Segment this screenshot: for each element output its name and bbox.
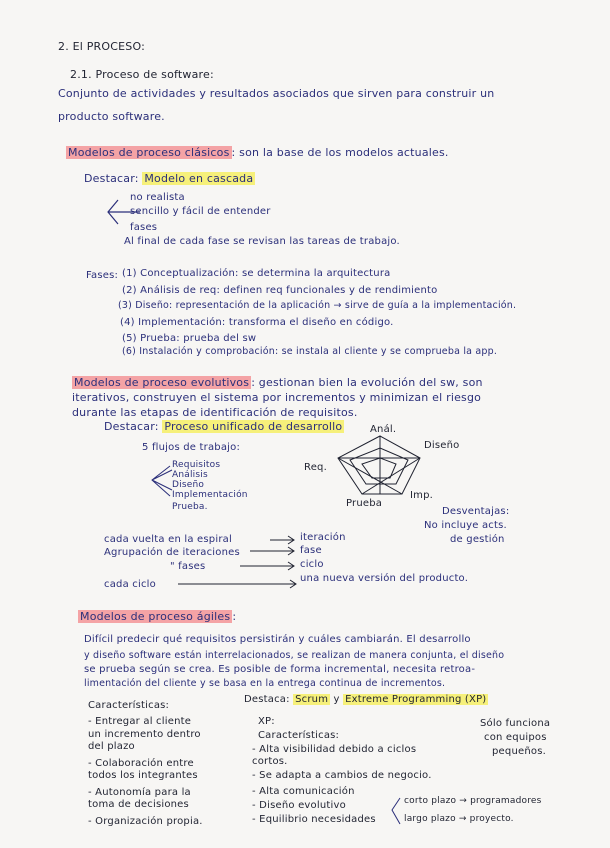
diagram-label-top: Anál. — [370, 424, 397, 435]
xp-caracteristicas-label: Características: — [258, 730, 340, 741]
fase-item: (6) Instalación y comprobación: se instala al cliente y se comprueba la app. — [122, 346, 498, 357]
equilibrio-item: corto plazo → programadores — [404, 796, 542, 806]
fase-item: (4) Implementación: transforma el diseño en código. — [120, 317, 394, 328]
destacar-label: Destacar: — [84, 172, 139, 185]
destaca-label: Destaca: — [244, 694, 290, 705]
agiles-heading: Modelos de proceso ágiles — [80, 610, 231, 623]
diagram-label-bottom-right: Imp. — [410, 490, 434, 501]
destaca-and: y — [333, 694, 340, 705]
mapping-left: Agrupación de iteraciones — [104, 547, 240, 558]
destacar-value: Proceso unificado de desarrollo — [164, 420, 343, 433]
flujo-item: Implementación — [172, 490, 248, 500]
clasicos-heading-rest: : son la base de los modelos actuales. — [231, 146, 449, 159]
flujo-item: Prueba. — [172, 502, 208, 512]
mapping-left: cada vuelta en la espiral — [104, 534, 232, 545]
intro-line-2: producto software. — [58, 110, 165, 123]
agiles-line: limentación del cliente y se basa en la entrega continua de incrementos. — [84, 678, 446, 689]
clasicos-heading: Modelos de proceso clásicos — [68, 146, 230, 159]
agiles-line: se prueba según se crea. Es posible de forma incremental, necesita retroa- — [84, 664, 476, 675]
caracteristica-item: del plazo — [88, 741, 135, 752]
solo-line: Sólo funciona — [480, 718, 551, 729]
evolutivos-heading-line — [72, 376, 483, 389]
equilibrio-item: largo plazo → proyecto. — [404, 814, 514, 824]
page-title: 2. El PROCESO: — [58, 40, 146, 53]
fase-item: (2) Análisis de req: definen req funcionales y de rendimiento — [122, 285, 438, 296]
solo-line: pequeños. — [492, 746, 546, 757]
clasicos-heading-line — [66, 146, 449, 159]
agiles-line: y diseño software están interrelacionados, se realizan de manera conjunta, el diseño — [84, 650, 505, 661]
destaca-scrum: Scrum — [295, 694, 329, 705]
mapping-right: iteración — [300, 532, 346, 543]
intro-line-1: Conjunto de actividades y resultados asociados que sirven para construir un — [58, 87, 495, 100]
agiles-line: Difícil predecir qué requisitos persistirán y cuáles cambiarán. El desarrollo — [84, 634, 471, 645]
evolutivos-line: iterativos, construyen el sistema por incrementos y minimizan el riesgo — [72, 391, 482, 404]
clasicos-destacar — [84, 172, 255, 185]
agiles-heading-line — [78, 610, 236, 623]
cascada-note: Al final de cada fase se revisan las tareas de trabajo. — [124, 236, 400, 247]
destaca-xp: Extreme Programming (XP) — [345, 694, 487, 705]
cascada-item: sencillo y fácil de entender — [130, 206, 271, 217]
fase-item: (1) Conceptualización: se determina la arquitectura — [122, 268, 391, 279]
agiles-destaca — [244, 694, 488, 706]
solo-line: con equipos — [484, 732, 547, 743]
evolutivos-heading-rest: : gestionan bien la evolución del sw, son — [251, 376, 483, 389]
xp-item: - Equilibrio necesidades — [252, 814, 376, 825]
fase-item: (5) Prueba: prueba del sw — [122, 333, 257, 344]
destacar-label: Destacar: — [104, 420, 159, 433]
section-subtitle: 2.1. Proceso de software: — [70, 68, 214, 81]
fase-item: (3) Diseño: representación de la aplicación → sirve de guía a la implementación. — [118, 300, 517, 311]
caracteristicas-label: Características: — [88, 700, 170, 711]
spiral-diagram-icon — [338, 436, 420, 494]
desventajas-label: Desventajas: — [442, 506, 510, 517]
xp-item: - Alta visibilidad debido a ciclos — [252, 744, 417, 755]
evolutivos-heading: Modelos de proceso evolutivos — [74, 376, 250, 389]
mapping-right: fase — [300, 545, 322, 556]
diagram-label-right: Diseño — [424, 440, 460, 451]
desventaja-item: de gestión — [450, 534, 505, 545]
caracteristica-item: - Organización propia. — [88, 816, 203, 827]
flujos-label: 5 flujos de trabajo: — [142, 442, 241, 453]
caracteristica-item: todos los integrantes — [88, 770, 198, 781]
destacar-value: Modelo en cascada — [144, 172, 254, 185]
caracteristica-item: un incremento dentro — [88, 729, 201, 740]
caracteristica-item: - Colaboración entre — [88, 758, 194, 769]
xp-item: - Diseño evolutivo — [252, 800, 346, 811]
cascada-item: fases — [130, 222, 158, 233]
diagram-label-bottom-left: Prueba — [346, 498, 383, 509]
mapping-left: " fases — [170, 561, 206, 572]
caracteristica-item: - Entregar al cliente — [88, 716, 192, 727]
equilibrio-brace-icon — [392, 798, 400, 824]
flujo-item: Análisis — [172, 470, 208, 480]
xp-item: - Alta comunicación — [252, 786, 355, 797]
xp-item: cortos. — [252, 756, 288, 767]
evolutivos-destacar — [104, 420, 344, 433]
flujo-item: Diseño — [172, 480, 205, 490]
flujos-brace-icon — [152, 466, 172, 496]
xp-item: - Se adapta a cambios de negocio. — [252, 770, 432, 781]
mapping-right: una nueva versión del producto. — [300, 573, 469, 584]
xp-label: XP: — [258, 716, 275, 727]
caracteristica-item: - Autonomía para la — [88, 787, 191, 798]
caracteristica-item: toma de decisiones — [88, 799, 189, 810]
flujo-item: Requisitos — [172, 460, 221, 470]
mapping-right: ciclo — [300, 559, 324, 570]
diagram-label-left: Req. — [304, 462, 327, 473]
desventaja-item: No incluye acts. — [424, 520, 507, 531]
cascada-item: no realista — [130, 192, 185, 203]
mapping-left: cada ciclo — [104, 579, 156, 590]
fases-label: Fases: — [86, 270, 119, 281]
agiles-heading-rest: : — [232, 610, 237, 623]
evolutivos-line: durante las etapas de identificación de requisitos. — [72, 406, 358, 419]
